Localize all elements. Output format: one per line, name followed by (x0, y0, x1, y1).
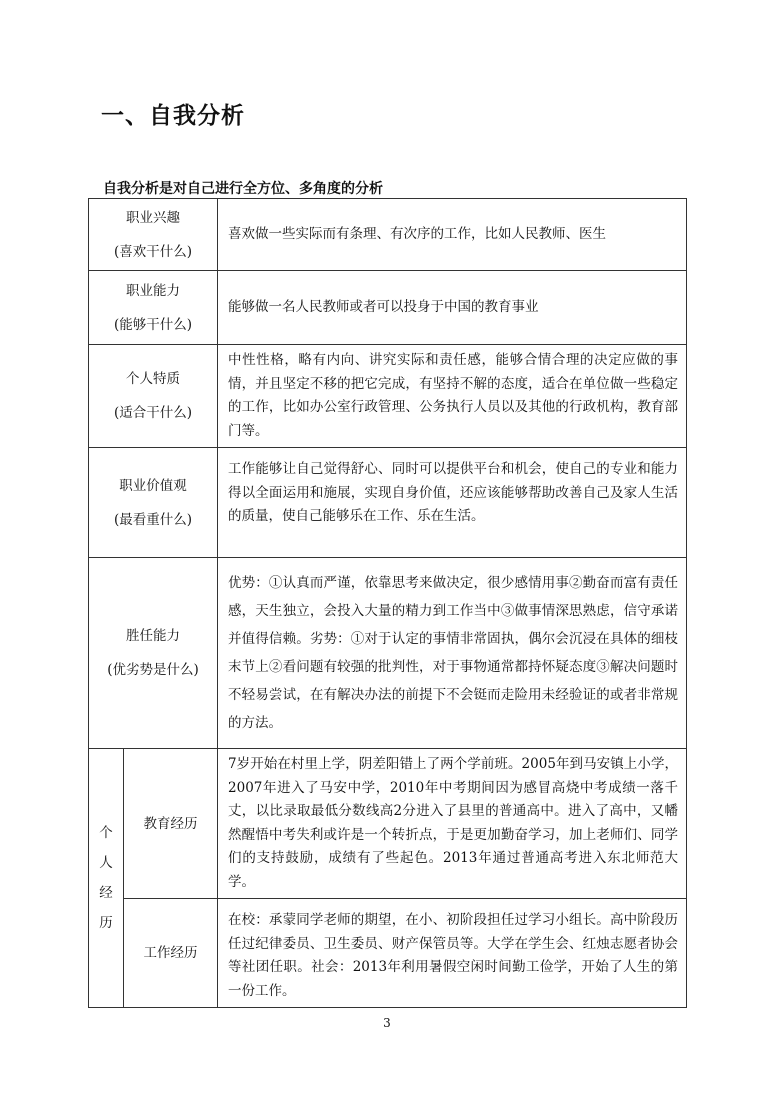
table-caption: 自我分析是对自己进行全方位、多角度的分析 (103, 181, 383, 197)
self-analysis-table (88, 198, 687, 1008)
row-label-interest: 职业兴趣 (喜欢干什么) (89, 199, 218, 271)
section-heading: 一、自我分析 (101, 103, 245, 129)
table-row (89, 271, 687, 345)
row-label-competence: 胜任能力 (优劣势是什么) (89, 558, 218, 749)
table-row (89, 345, 687, 448)
work-content: 在校：承蒙同学老师的期望，在小、初阶段担任过学习小组长。高中阶段历任过纪律委员、卫生委员、财产保管员等。大学在学生会、红烛志愿者协会等社团任职。社会：2013年利用暑假空闲时间勤工俭学，开始了人生的第一份工作。 (218, 899, 687, 1008)
row-content-ability: 能够做一名人民教师或者可以投身于中国的教育事业 (218, 271, 687, 345)
row-label-ability: 职业能力 (能够干什么) (89, 271, 218, 345)
education-content: 7岁开始在村里上学，阴差阳错上了两个学前班。2005年到马安镇上小学，2007年进入了马安中学，2010年中考期间因为感冒高烧中考成绩一落千丈，以比录取最低分数线高2分进入了县里的普通高中。进入了高中，又幡然醒悟中考失利或许是一个转折点，于是更加勤奋学习，加上老师们、同学们的支持鼓励，成绩有了些起色。2013年通过普通高考进入东北师范大学。 (218, 749, 687, 899)
table-row (89, 558, 687, 749)
table-row (89, 899, 687, 1008)
row-content-traits: 中性性格，略有内向、讲究实际和责任感，能够合情合理的决定应做的事情，并且坚定不移的把它完成，有坚持不解的态度，适合在单位做一些稳定的工作，比如办公室行政管理、公务执行人员以及其他的行政机构，教育部门等。 (218, 345, 687, 448)
page-number: 3 (383, 1016, 391, 1030)
education-label: 教育经历 (124, 749, 218, 899)
row-content-values: 工作能够让自己觉得舒心、同时可以提供平台和机会，使自己的专业和能力得以全面运用和施展，实现自身价值，还应该能够帮助改善自己及家人生活的质量，使自己能够乐在工作、乐在生活。 (218, 448, 687, 558)
personal-experience-label: 个人经历 (89, 749, 124, 1008)
table-row (89, 448, 687, 558)
row-content-interest: 喜欢做一些实际而有条理、有次序的工作，比如人民教师、医生 (218, 199, 687, 271)
work-label: 工作经历 (124, 899, 218, 1008)
row-label-values: 职业价值观 (最看重什么) (89, 448, 218, 558)
table-row (89, 199, 687, 271)
row-label-traits: 个人特质 (适合干什么) (89, 345, 218, 448)
table-row (89, 749, 687, 899)
row-content-competence: 优势：①认真而严谨，依靠思考来做决定，很少感情用事②勤奋而富有责任感，天生独立，会投入大量的精力到工作当中③做事情深思熟虑，信守承诺并值得信赖。劣势：①对于认定的事情非常固执，偶尔会沉浸在具体的细枝末节上②看问题有较强的批判性，对于事物通常都持怀疑态度③解决问题时不轻易尝试，在有解决办法的前提下不会铤而走险用未经验证的或者非常规的方法。 (218, 558, 687, 749)
